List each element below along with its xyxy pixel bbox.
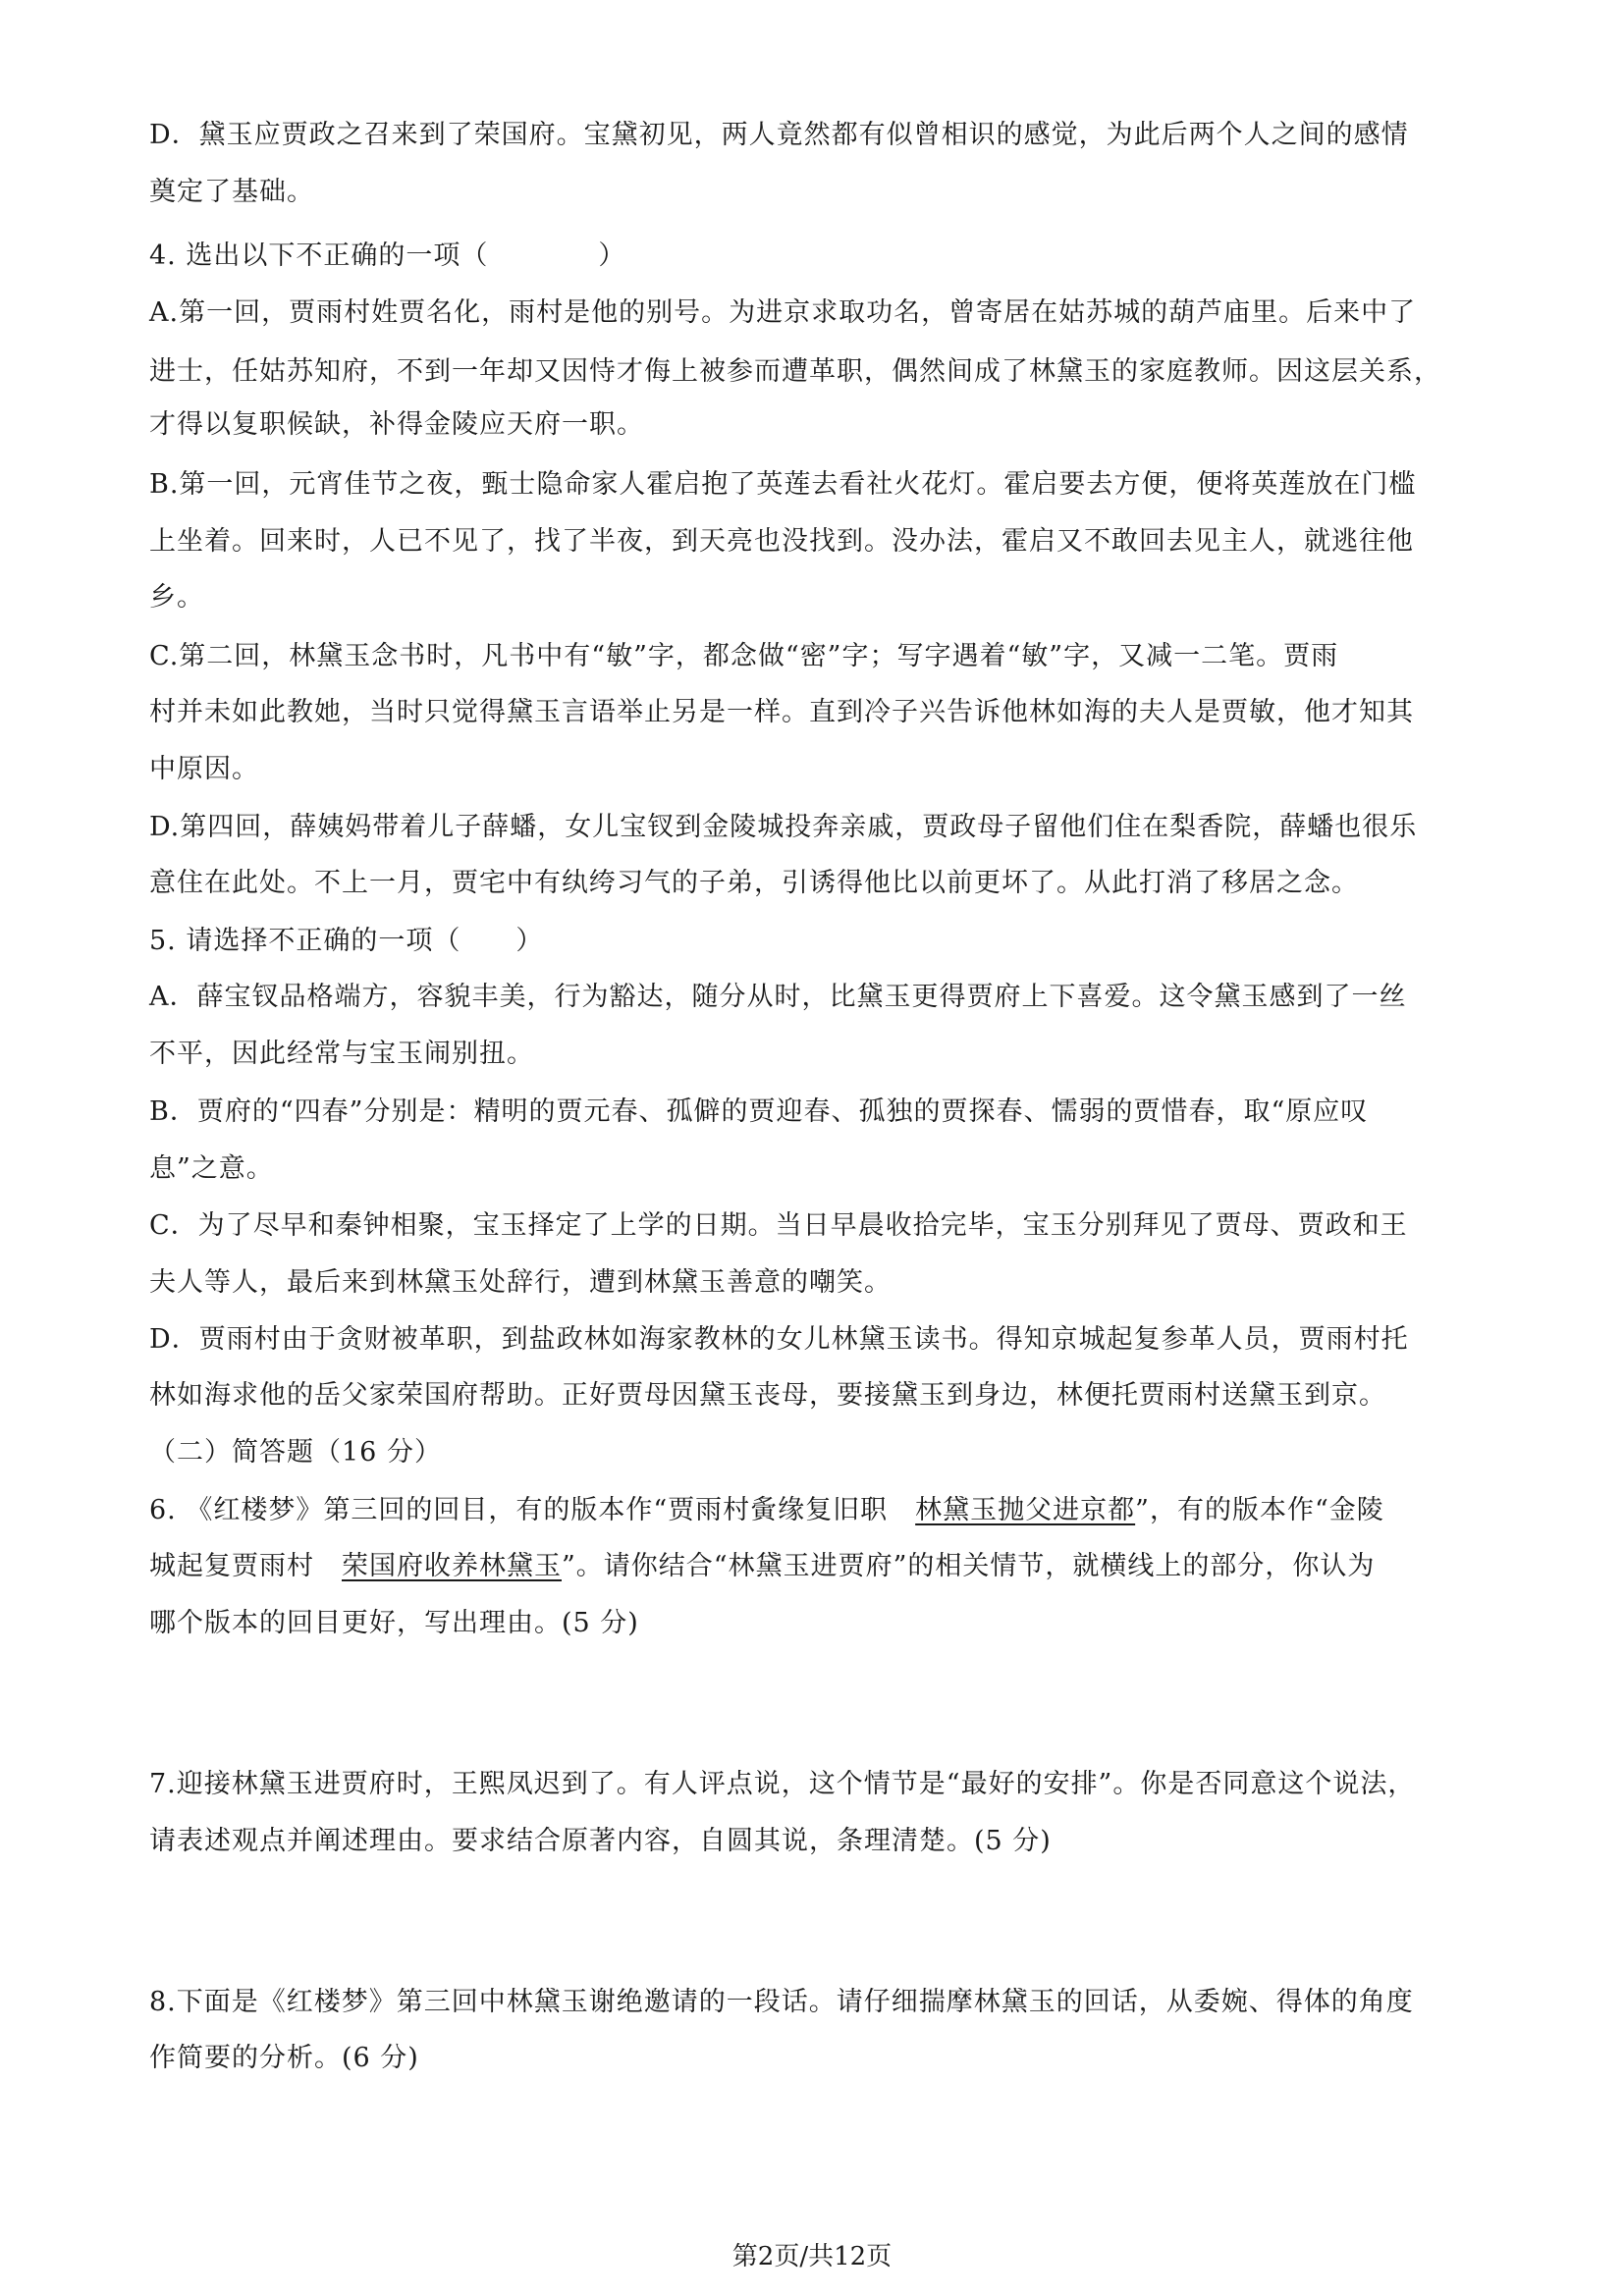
option-3d-line-2: 奠定了基础。 xyxy=(149,177,314,207)
option-4b-line-3: 乡。 xyxy=(149,582,204,613)
question-8-line-1: 8.下面是《红楼梦》第三回中林黛玉谢绝邀请的一段话。请仔细揣摩林黛玉的回话，从委婉、得体的角度 xyxy=(149,1987,1414,2017)
option-4a-line-3: 才得以复职候缺，补得金陵应天府一职。 xyxy=(149,409,644,440)
question-5-title: 5. 请选择不正确的一项（ ） xyxy=(149,926,544,956)
option-5a-line-2: 不平，因此经常与宝玉闹别扭。 xyxy=(149,1039,534,1069)
option-5c-line-1: C．为了尽早和秦钟相聚，宝玉择定了上学的日期。当日早晨收拾完毕，宝玉分别拜见了贾母、贾政和王 xyxy=(149,1210,1408,1241)
option-5c-line-2: 夫人等人，最后来到林黛玉处辞行，遭到林黛玉善意的嘲笑。 xyxy=(149,1267,892,1298)
option-5d-line-1: D．贾雨村由于贪财被革职，到盐政林如海家教林的女儿林黛玉读书。得知京城起复参革人员，贾雨村托 xyxy=(149,1324,1409,1355)
option-5a-line-1: A．薛宝钗品格端方，容貌丰美，行为豁达，随分从时，比黛玉更得贾府上下喜爱。这令黛玉感到了一丝 xyxy=(149,982,1407,1012)
question-4-title: 4. 选出以下不正确的一项（ ） xyxy=(149,240,626,271)
option-4b-line-1: B.第一回，元宵佳节之夜，甄士隐命家人霍启抱了英莲去看社火花灯。霍启要去方便，便将英莲放在门槛 xyxy=(149,469,1417,500)
option-4a-line-2: 进士，任姑苏知府，不到一年却又因恃才侮上被参而遭革职，偶然间成了林黛玉的家庭教师。因这层关系， xyxy=(149,356,1441,387)
option-5b-line-1: B．贾府的“四春”分别是：精明的贾元春、孤僻的贾迎春、孤独的贾探春、懦弱的贾惜春，取“原应叹 xyxy=(149,1096,1369,1127)
q6-text-b: ”，有的版本作“金陵 xyxy=(1135,1495,1384,1525)
option-4a-line-1: A.第一回，贾雨村姓贾名化，雨村是他的别号。为进京求取功名，曾寄居在姑苏城的葫芦庙里。后来中了 xyxy=(149,297,1417,328)
q6-underlined-title-2: 荣国府收养林黛玉 xyxy=(342,1551,562,1581)
option-4c-line-3: 中原因。 xyxy=(149,754,259,784)
section-2-heading: （二）简答题（16 分） xyxy=(149,1437,442,1468)
q6-underlined-title-1: 林黛玉抛父进京都 xyxy=(915,1495,1136,1525)
option-5b-line-2: 息”之意。 xyxy=(149,1153,274,1184)
question-6-line-1 xyxy=(149,1494,1384,1527)
q6-text-d: ”。请你结合“林黛玉进贾府”的相关情节，就横线上的部分，你认为 xyxy=(562,1551,1376,1581)
option-5d-line-2: 林如海求他的岳父家荣国府帮助。正好贾母因黛玉丧母，要接黛玉到身边，林便托贾雨村送黛玉到京。 xyxy=(149,1380,1386,1411)
question-6-line-2 xyxy=(149,1550,1375,1583)
option-4b-line-2: 上坐着。回来时，人已不见了，找了半夜，到天亮也没找到。没办法，霍启又不敢回去见主人，就逃往他 xyxy=(149,526,1414,557)
q6-text-c: 城起复贾雨村 xyxy=(149,1551,342,1581)
option-4c-line-2: 村并未如此教她，当时只觉得黛玉言语举止另是一样。直到冷子兴告诉他林如海的夫人是贾敏，他才知其 xyxy=(149,697,1414,727)
option-4d-line-2: 意住在此处。不上一月，贾宅中有纨绔习气的子弟，引诱得他比以前更坏了。从此打消了移居之念。 xyxy=(149,868,1359,898)
q6-text-a: 6. 《红楼梦》第三回的回目，有的版本作“贾雨村夤缘复旧职 xyxy=(149,1495,916,1525)
question-7-line-1: 7.迎接林黛玉进贾府时，王熙凤迟到了。有人评点说，这个情节是“最好的安排”。你是否同意这个说法， xyxy=(149,1769,1416,1799)
option-3d-line-1: D．黛玉应贾政之召来到了荣国府。宝黛初见，两人竟然都有似曾相识的感觉，为此后两个人之间的感情 xyxy=(149,120,1409,150)
question-7-line-2: 请表述观点并阐述理由。要求结合原著内容，自圆其说，条理清楚。(5 分) xyxy=(149,1826,1052,1856)
option-4d-line-1: D.第四回，薛姨妈带着儿子薛蟠，女儿宝钗到金陵城投奔亲戚，贾政母子留他们住在梨香院，薛蟠也很乐 xyxy=(149,812,1418,842)
question-8-line-2: 作简要的分析。(6 分) xyxy=(149,2043,419,2073)
question-6-line-3: 哪个版本的回目更好，写出理由。(5 分) xyxy=(149,1608,639,1638)
page-number: 第2页/共12页 xyxy=(731,2242,893,2271)
option-4c-line-1: C.第二回，林黛玉念书时，凡书中有“敏”字，都念做“密”字；写字遇着“敏”字，又减一二笔。贾雨 xyxy=(149,641,1339,671)
